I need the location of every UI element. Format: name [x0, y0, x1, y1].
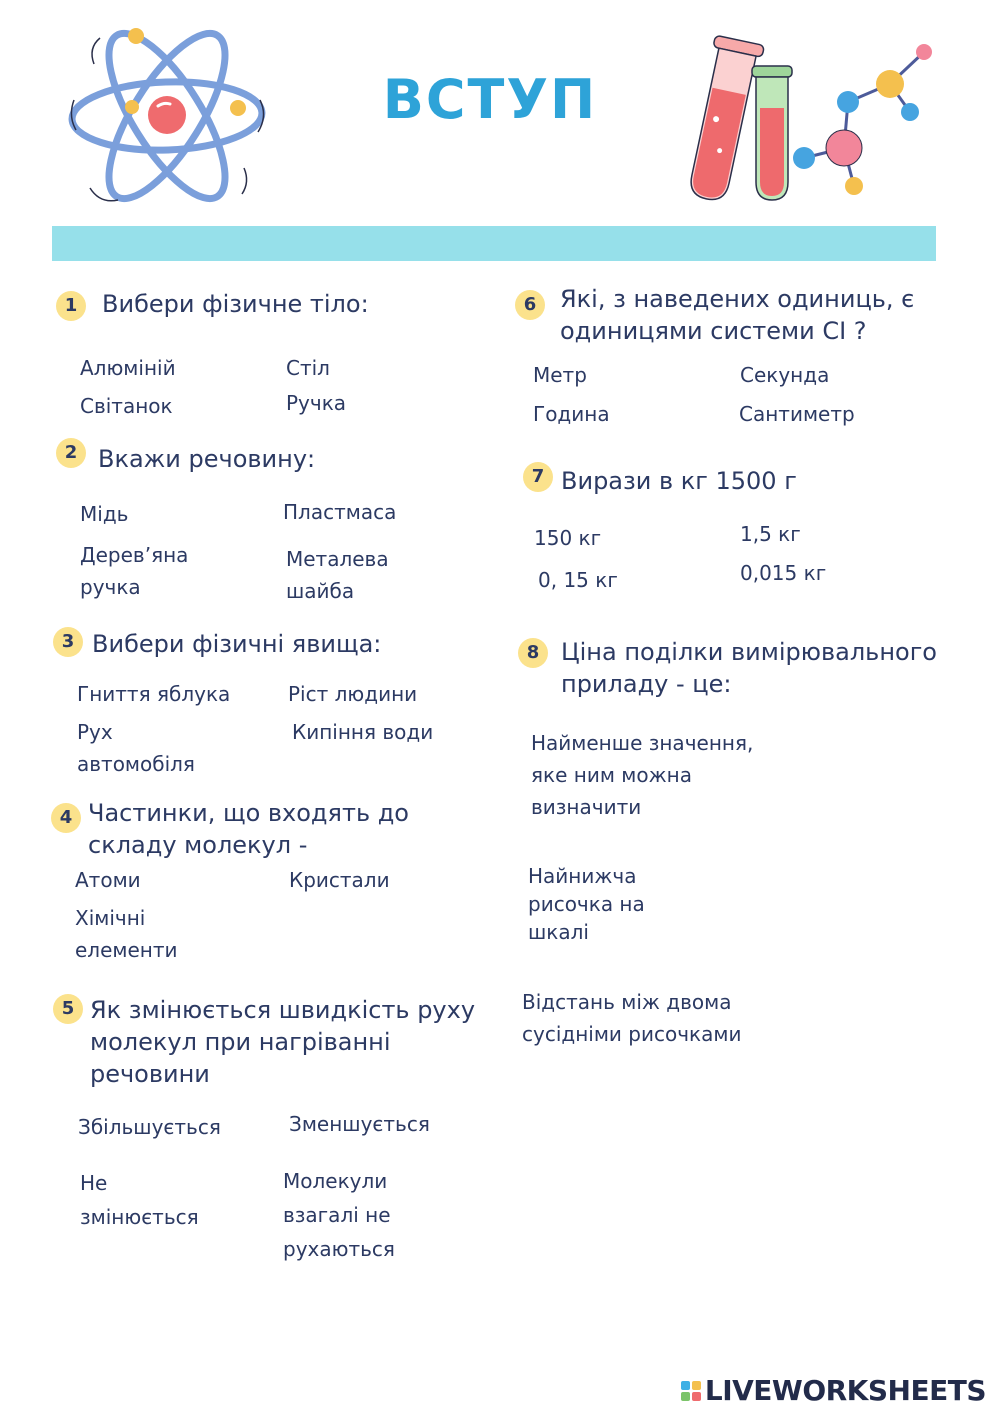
- test-tubes-icon: [680, 30, 800, 208]
- question-2-option[interactable]: Металева шайба: [286, 547, 389, 603]
- question-8-option[interactable]: Найнижча рисочка на шкалі: [528, 864, 645, 944]
- question-3-option[interactable]: Ріст людини: [288, 682, 418, 706]
- question-5-option[interactable]: Зменшується: [289, 1112, 430, 1136]
- liveworksheets-logo-icon: [681, 1381, 701, 1401]
- question-number-badge: 5: [53, 994, 83, 1024]
- question-6-option[interactable]: Метр: [533, 363, 587, 387]
- question-7-option[interactable]: 150 кг: [534, 526, 602, 550]
- question-6-text: Які, з наведених одиниць, є одиницями системи СІ ?: [560, 285, 915, 345]
- question-number-badge: 4: [51, 803, 81, 833]
- question-number-badge: 8: [518, 638, 548, 668]
- question-7-text: Вирази в кг 1500 г: [561, 467, 797, 495]
- question-8-text: Ціна поділки вимірювального приладу - це:: [561, 638, 937, 698]
- question-5-option[interactable]: Не змінюється: [80, 1171, 199, 1229]
- question-1-option[interactable]: Стіл: [286, 356, 330, 380]
- question-5-option[interactable]: Збільшується: [78, 1115, 221, 1139]
- question-7-option[interactable]: 0,015 кг: [740, 561, 827, 585]
- question-2-option[interactable]: Дерев’яна ручка: [80, 543, 189, 599]
- question-3-option[interactable]: Рух автомобіля: [77, 720, 195, 776]
- question-number-badge: 2: [56, 438, 86, 468]
- question-6-option[interactable]: Секунда: [740, 363, 830, 387]
- question-6-option[interactable]: Сантиметр: [739, 402, 855, 426]
- question-7-option[interactable]: 0, 15 кг: [538, 568, 618, 592]
- question-1-option[interactable]: Світанок: [80, 394, 173, 418]
- question-1-text: Вибери фізичне тіло:: [102, 290, 369, 318]
- question-number-badge: 1: [56, 291, 86, 321]
- question-2-option[interactable]: Пластмаса: [283, 500, 397, 524]
- question-number-badge: 7: [523, 462, 553, 492]
- question-2-text: Вкажи речовину:: [98, 445, 316, 473]
- question-number-badge: 3: [53, 627, 83, 657]
- page-title: ВСТУП: [382, 68, 598, 131]
- question-1-option[interactable]: Алюміній: [80, 356, 176, 380]
- question-3-option[interactable]: Кипіння води: [292, 720, 434, 744]
- liveworksheets-logo: [681, 1374, 986, 1407]
- question-5-text: Як змінюється швидкість руху молекул при нагріванні речовини: [90, 996, 476, 1088]
- question-1-option[interactable]: Ручка: [286, 391, 347, 415]
- question-number-badge: 6: [515, 290, 545, 320]
- question-4-option[interactable]: Хімічні елементи: [75, 906, 178, 962]
- molecule-icon: [786, 36, 936, 202]
- question-8-option[interactable]: Відстань між двома сусідніми рисочками: [522, 990, 742, 1046]
- question-4-text: Частинки, що входять до складу молекул -: [88, 799, 409, 859]
- question-4-option[interactable]: Атоми: [75, 868, 141, 892]
- question-7-option[interactable]: 1,5 кг: [740, 522, 801, 546]
- question-6-option[interactable]: Година: [533, 402, 610, 426]
- question-4-option[interactable]: Кристали: [289, 868, 390, 892]
- question-3-text: Вибери фізичні явища:: [92, 630, 382, 658]
- question-2-option[interactable]: Мідь: [80, 502, 129, 526]
- question-5-option[interactable]: Молекули взагалі не рухаються: [283, 1169, 395, 1261]
- question-3-option[interactable]: Гниття яблука: [77, 682, 231, 706]
- logo-text: LIVEWORKSHEETS: [704, 1374, 986, 1407]
- header-band: [52, 226, 936, 261]
- question-8-option[interactable]: Найменше значення, яке ним можна визначити: [531, 731, 754, 819]
